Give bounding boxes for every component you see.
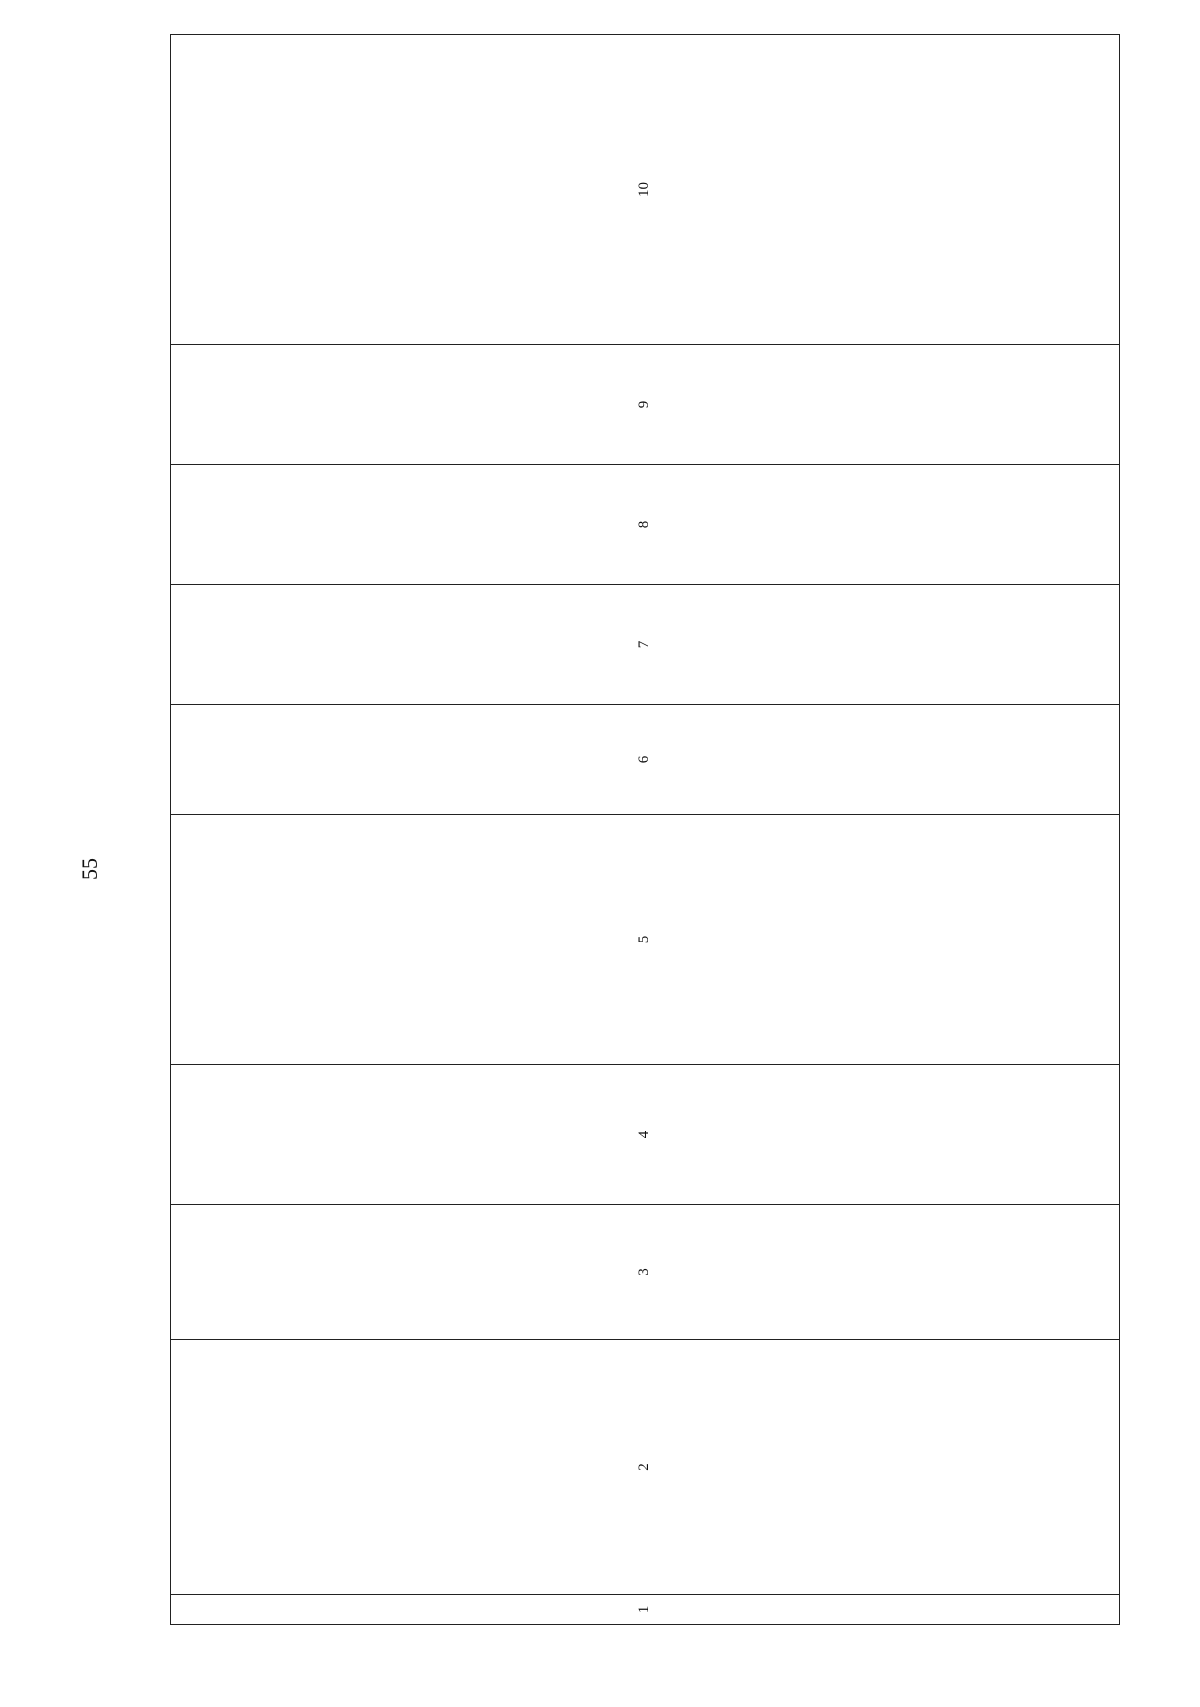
header-cell: 2	[171, 1340, 1120, 1595]
header-cell: 8	[171, 465, 1120, 585]
budget-table	[170, 34, 1120, 1625]
header-cell: 9	[171, 345, 1120, 465]
rotated-table-wrapper	[170, 35, 1120, 1625]
header-cell: 5	[171, 815, 1120, 1065]
page-number: 55	[77, 858, 102, 880]
header-cell: 4	[171, 1065, 1120, 1205]
header-cell: 6	[171, 705, 1120, 815]
header-cell: 3	[171, 1205, 1120, 1340]
header-row	[171, 35, 1120, 1625]
header-cell: 7	[171, 585, 1120, 705]
header-cell: 1	[171, 1595, 1120, 1625]
header-cell: 10	[171, 35, 1120, 345]
